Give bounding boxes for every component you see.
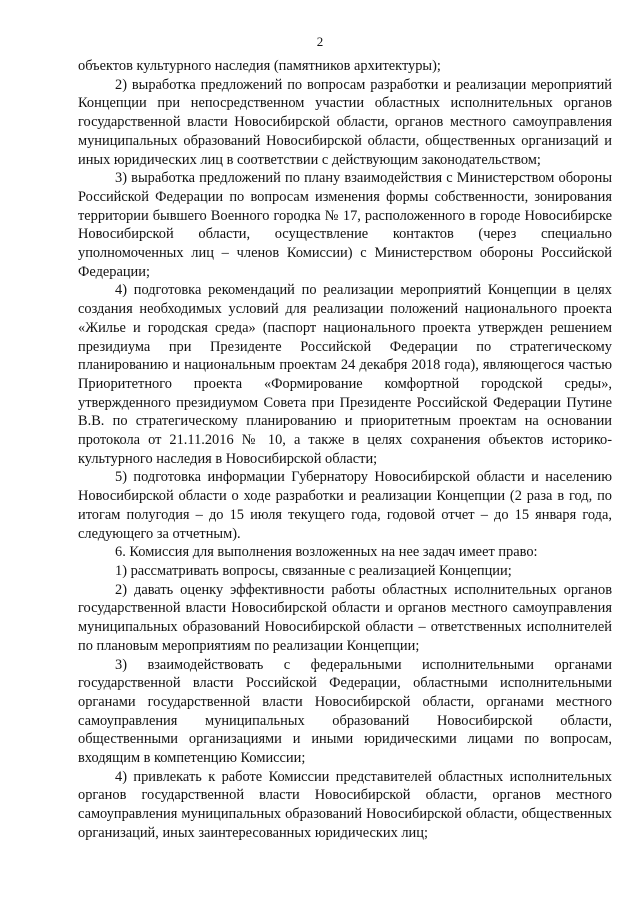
right-item-3: 3) взаимодействовать с федеральными исполнительными органами государственной власти Российской Федерации, областными исполнительными органами государственной власти Новосибирской области, органами местного самоуправления муниципальных образований Новосибирской области, общественными организациями и иными юридическими лицами по вопросам, входящим в компетенцию Комиссии; bbox=[78, 656, 612, 767]
paragraph-item-4: 4) подготовка рекомендаций по реализации мероприятий Концепции в целях создания необходимых условий для реализации положений национального проекта «Жилье и городская среда» (паспорт национального проекта утвержден решением президиума при Президенте Российской Федерации по стратегическому планированию и национальным проектам 24 декабря 2018 года), являющегося частью Приоритетного проекта «Формирование комфортной городской среды», утвержденного президиумом Совета при Президенте Российской Федерации Путине В.В. по стратегическому планированию и приоритетным проектам на основании протокола от 21.11.2016 № 10, а также в целях сохранения объектов историко-культурного наследия в Новосибирской области; bbox=[78, 282, 612, 467]
document-body bbox=[78, 57, 612, 843]
paragraph-item-3: 3) выработка предложений по плану взаимодействия с Министерством обороны Российской Федерации по вопросам изменения формы собственности, зонирования территории бывшего Военного городка № 17, расположенного в городе Новосибирске Новосибирской области, осуществление контактов (через специально уполномоченных лиц – членов Комиссии) с Министерством обороны Российской Федерации; bbox=[78, 170, 612, 280]
right-item-4: 4) привлекать к работе Комиссии представителей областных исполнительных органов государственной власти Новосибирской области, органов местного самоуправления муниципальных образований Новосибирской области, общественных организаций, иных заинтересованных юридических лиц; bbox=[78, 768, 612, 841]
paragraph-item-2: 2) выработка предложений по вопросам разработки и реализации мероприятий Концепции при непосредственном участии областных исполнительных органов государственной власти Новосибирской области, органов местного самоуправления муниципальных образований Новосибирской области, общественных организаций и иных юридических лиц в соответствии с действующим законодательством; bbox=[78, 76, 612, 168]
right-item-1: 1) рассматривать вопросы, связанные с реализацией Концепции; bbox=[115, 562, 512, 579]
right-item-2: 2) давать оценку эффективности работы областных исполнительных органов государственной власти Новосибирской области и органов местного самоуправления муниципальных образований Новосибирской области – ответственных исполнителей по плановым мероприятиям по реализации Концепции; bbox=[78, 581, 612, 654]
page-number: 2 bbox=[316, 34, 324, 49]
section-6-heading: 6. Комиссия для выполнения возложенных на нее задач имеет право: bbox=[115, 544, 538, 561]
paragraph-continuation: объектов культурного наследия (памятников архитектуры); bbox=[78, 58, 441, 74]
paragraph-item-5: 5) подготовка информации Губернатору Новосибирской области и населению Новосибирской области о ходе разработки и реализации Концепции (2 раза в год, по итогам полугодия – до 15 июля текущего года, годовой отчет – до 15 января года, следующего за отчетным). bbox=[78, 469, 612, 542]
